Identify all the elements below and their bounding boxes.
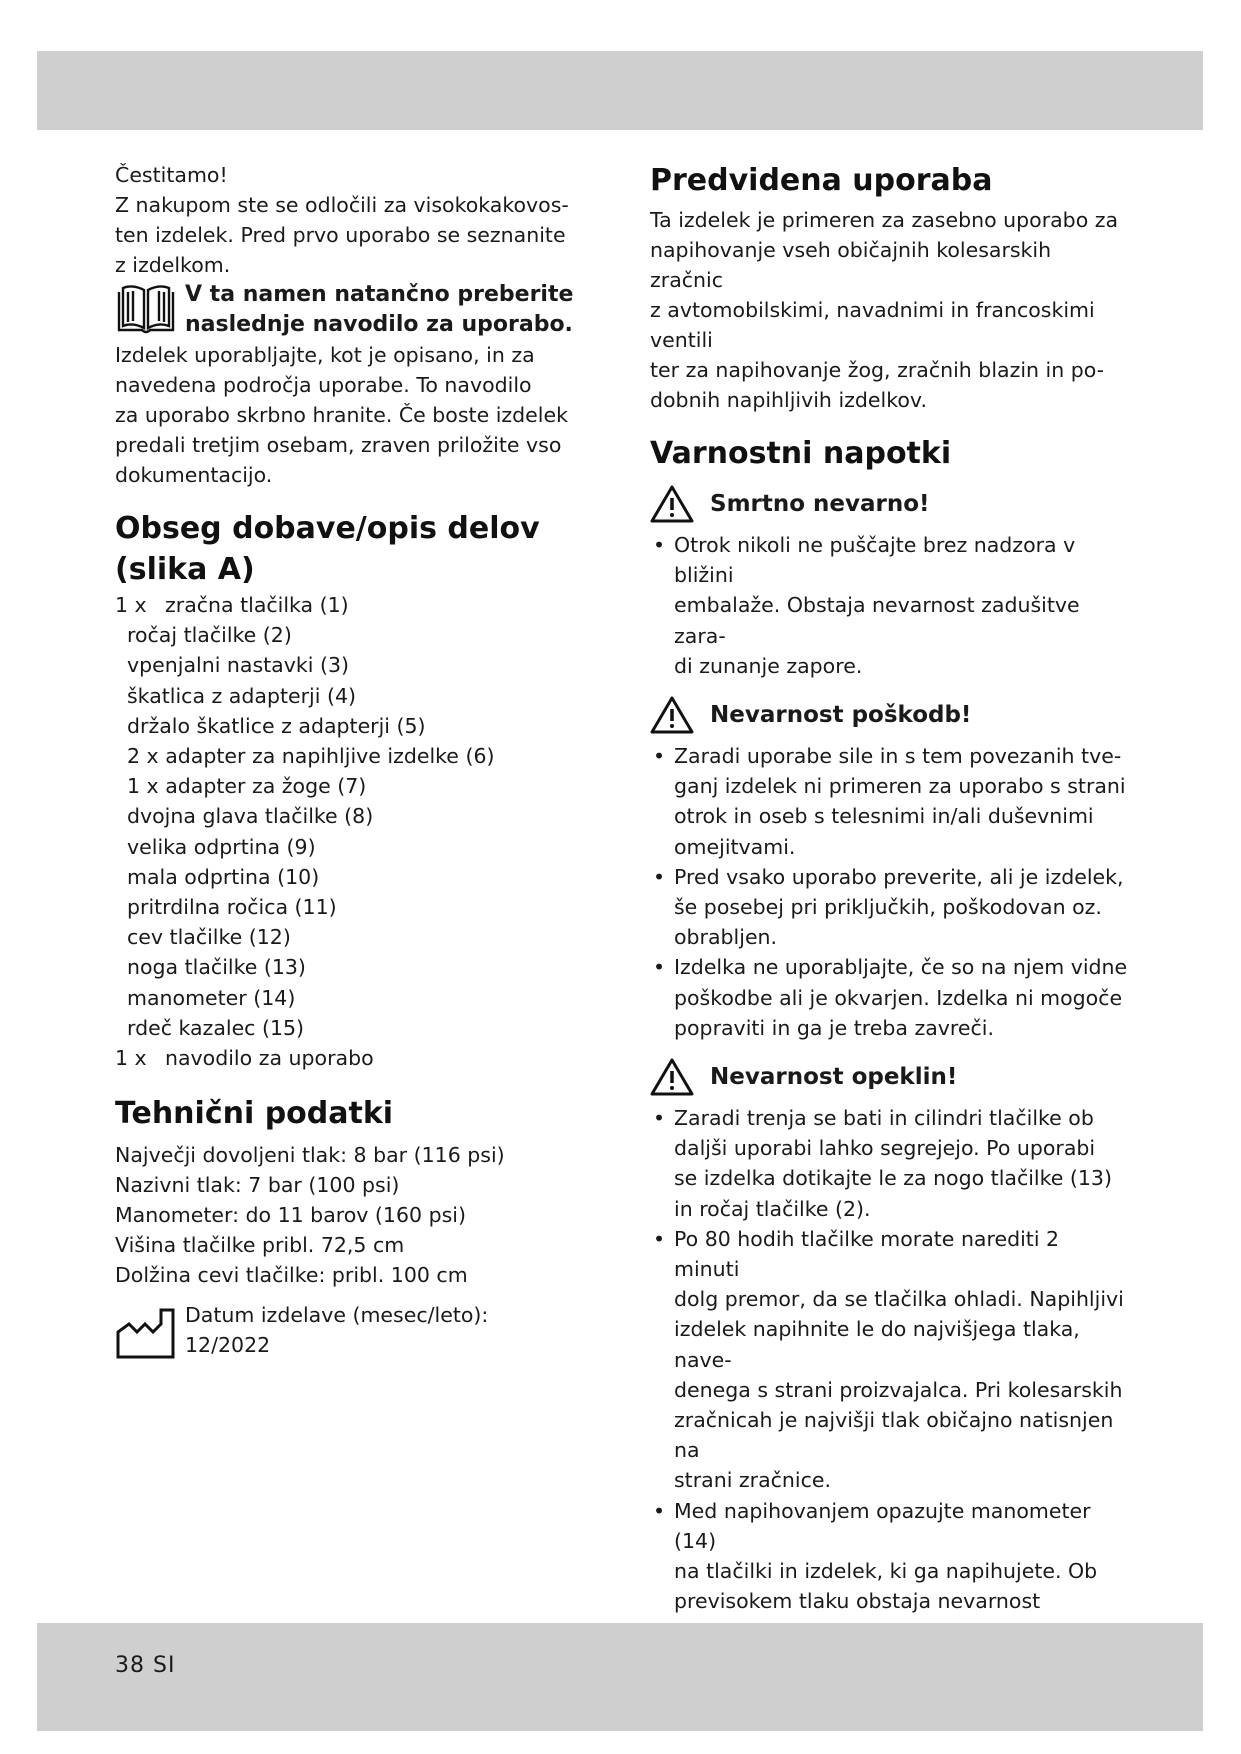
list-item: držalo škatlice z adapterji (5) xyxy=(127,713,426,738)
list-item: rdeč kazalec (15) xyxy=(127,1015,305,1040)
warning-list xyxy=(650,530,1130,681)
list-item: • Po 80 hodih tlačilke morate narediti 2 minuti dolg premor, da se tlačilka ohladi. Napihljivi izdelek napihnite le do najvišjega tlaka, nave- denega s strani proizvajalca. Pri kolesarskih zračnicah je najvišji tlak običajno natisnjen na strani zračnice. xyxy=(650,1224,1130,1496)
warning-icon xyxy=(650,1057,694,1097)
warning-title: Nevarnost poškodb! xyxy=(710,702,972,729)
list-item: ročaj tlačilke (2) xyxy=(127,623,292,648)
list-item: • Pred vsako uporabo preverite, ali je izdelek, še posebej pri priključkih, poškodovan oz. obrabljen. xyxy=(650,862,1130,953)
right-column xyxy=(650,160,1130,1707)
page-number: 38 SI xyxy=(115,1653,176,1678)
warning-header xyxy=(650,484,1130,524)
list-item: 1 x adapter za žoge (7) xyxy=(127,774,367,799)
warning-list xyxy=(650,1103,1130,1707)
warning-title: Nevarnost opeklin! xyxy=(710,1064,958,1091)
warning-header xyxy=(650,1057,1130,1097)
warning-header xyxy=(650,695,1130,735)
list-item: • Zaradi trenja se bati in cilindri tlačilke ob daljši uporabi lahko segrejejo. Po uporabi se izdelka dotikajte le za nogo tlačilke (13) in ročaj tlačilke (2). xyxy=(650,1103,1130,1224)
read-manual-note: V ta namen natančno preberite naslednje navodilo za uporabo. xyxy=(115,280,585,340)
list-item: pritrdilna ročica (11) xyxy=(127,895,337,920)
list-item: • Izdelka ne uporabljajte, če so na njem vidne poškodbe ali je okvarjen. Izdelka ni mogoče popraviti in ga je treba zavreči. xyxy=(650,952,1130,1043)
warning-title: Smrtno nevarno! xyxy=(710,491,930,517)
tech-heading: Tehnični podatki xyxy=(115,1096,394,1132)
header-bar xyxy=(37,51,1203,130)
list-item: velika odprtina (9) xyxy=(127,834,316,859)
open-book-icon xyxy=(115,282,177,336)
list-item: noga tlačilke (13) xyxy=(127,955,306,980)
list-item: mala odprtina (10) xyxy=(127,864,320,889)
warning-icon xyxy=(650,695,694,735)
tech-data: Največji dovoljeni tlak: 8 bar (116 psi) Nazivni tlak: 7 bar (100 psi) Manometer: do 11 barov (160 psi) Višina tlačilke pribl. 72,5 cm Dolžina cevi tlačilke: pribl. 100 cm xyxy=(115,1143,505,1288)
usage-text: Izdelek uporabljajte, kot je opisano, in za navedena področja uporabe. To navodilo za uporabo skrbno hranite. Če boste izdelek predali tretjim osebam, zraven priložite vso dokumentacijo. xyxy=(115,343,568,487)
intro-text: Čestitamo! Z nakupom ste se odločili za visokokakovos- ten izdelek. Pred prvo uporabo se seznanite z izdelkom. xyxy=(115,163,569,277)
scope-heading: Obseg dobave/opis delov (slika A) xyxy=(115,511,540,587)
list-item: 1 x navodilo za uporabo xyxy=(115,1046,374,1071)
intended-use-heading: Predvidena uporaba xyxy=(650,163,993,198)
list-item: • Zaradi uporabe sile in s tem povezanih tve- ganj izdelek ni primeren za uporabo s strani otrok in oseb s telesnimi in/ali duševnimi omejitvami. xyxy=(650,741,1130,862)
intended-use-text: Ta izdelek je primeren za zasebno uporabo za napihovanje vseh običajnih kolesarskih zračnic z avtomobilskimi, navadnimi in francoskimi ventili ter za napihovanje žog, zračnih blazin in po- dobnih napihljivih izdelkov. xyxy=(650,208,1119,412)
list-item: dvojna glava tlačilke (8) xyxy=(127,804,374,829)
parts-list xyxy=(115,590,585,1073)
list-item: 2 x adapter za napihljive izdelke (6) xyxy=(127,744,495,769)
list-item: • Otrok nikoli ne puščajte brez nadzora v bližini embalaže. Obstaja nevarnost zadušitve zara- di zunanje zapore. xyxy=(650,530,1130,681)
list-item: • Med napihovanjem opazujte manometer (14) na tlačilki in izdelek, ki ga napihujete. Ob previsokem tlaku obstaja nevarnost xyxy=(650,1496,1130,1647)
footer-bar xyxy=(37,1623,1203,1731)
list-item: cev tlačilke (12) xyxy=(127,925,291,950)
warning-icon xyxy=(650,484,694,524)
factory-icon xyxy=(115,1304,177,1360)
warning-list xyxy=(650,741,1130,1043)
list-item: 1 x zračna tlačilka (1) xyxy=(115,593,349,617)
safety-heading: Varnostni napotki xyxy=(650,436,952,471)
list-item: vpenjalni nastavki (3) xyxy=(127,653,349,678)
manufacture-date: Datum izdelave (mesec/leto): 12/2022 xyxy=(115,1300,585,1360)
list-item: škatlica z adapterji (4) xyxy=(127,683,356,708)
list-item: manometer (14) xyxy=(127,985,296,1010)
left-column xyxy=(115,160,585,1360)
